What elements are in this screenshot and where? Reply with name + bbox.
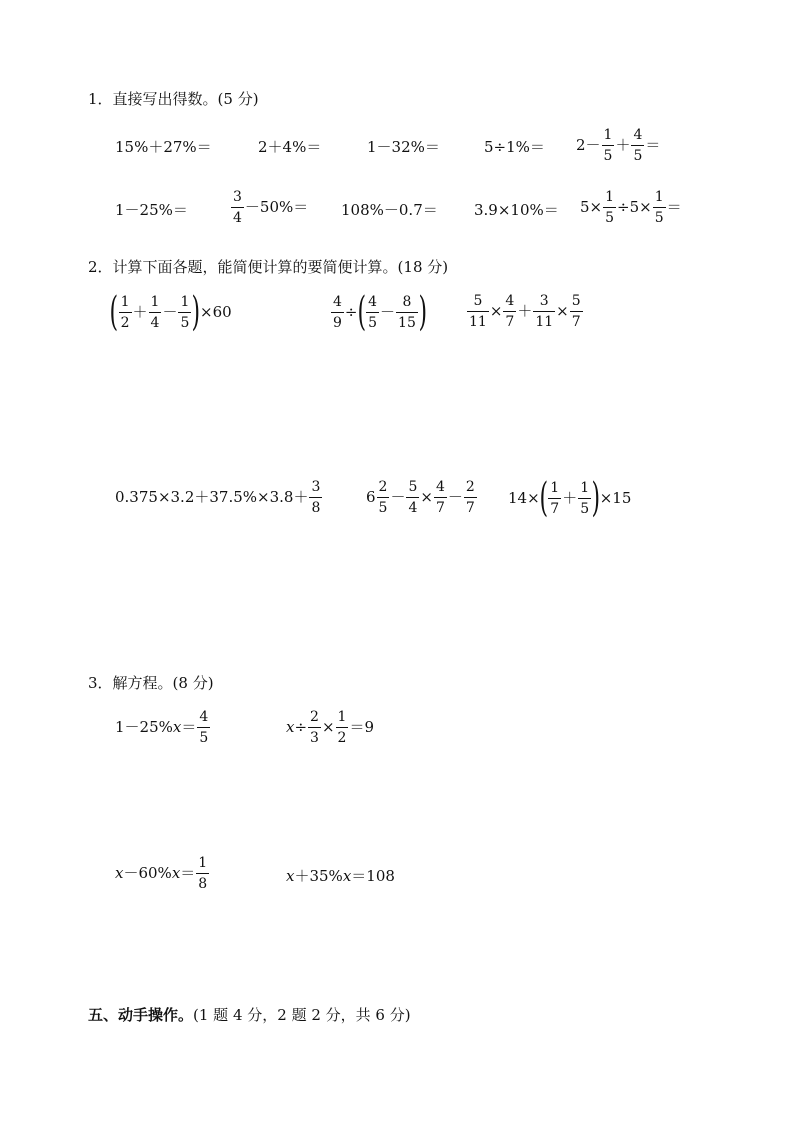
oral-calc-4: 5÷1%＝ [484,138,545,156]
fraction: $\frac{2}{5}$ [378,479,388,516]
calc-problem-2: $\frac{4}{9}$ ÷ ( $\frac{4}{5}$ － $\frac{8}{15}$ ) [333,289,427,335]
equation-2: x ÷ $\frac{2}{3}$ × $\frac{1}{2}$ ＝9 [286,709,375,746]
fraction: $\frac{4}{7}$ [435,479,445,516]
fraction: $\frac{1}{8}$ [198,855,208,892]
fraction: $\frac{2}{3}$ [310,709,319,746]
fraction: $\frac{1}{5}$ [180,293,190,331]
section2-heading: 2．计算下面各题，能简便计算的要简便计算。(18 分) [88,258,449,276]
fraction: $\frac{4}{5}$ [368,293,378,331]
fraction: $\frac{1}{7}$ [550,479,560,517]
oral-calc-7: $\frac{3}{4}$ －50%＝ [233,189,309,226]
fraction: $\frac{4}{7}$ [505,293,515,330]
fraction: $\frac{3}{11}$ [535,293,554,330]
fraction: $\frac{4}{5}$ [199,709,209,746]
fraction: $\frac{8}{15}$ [398,293,416,331]
section1-heading: 1．直接写出得数。(5 分) [88,90,259,108]
oral-calc-3: 1－32%＝ [367,138,440,156]
fraction: $\frac{5}{11}$ [469,293,487,330]
fraction: $\frac{4}{5}$ [633,127,643,164]
oral-calc-1: 15%＋27%＝ [115,138,212,156]
calc-problem-5: 6 $\frac{2}{5}$ － $\frac{5}{4}$ × $\frac{4}{7}$ － $\frac{2}{7}$ [366,479,475,516]
fraction: $\frac{2}{7}$ [465,479,475,516]
equation-4: x ＋35% x ＝108 [286,867,395,885]
fraction: $\frac{5}{7}$ [571,293,581,330]
oral-calc-5: 2－ $\frac{1}{5}$ ＋ $\frac{4}{5}$ ＝ [576,127,661,164]
oral-calc-8: 108%－0.7＝ [341,201,438,219]
equation-3: x －60% x ＝ $\frac{1}{8}$ [115,855,208,892]
section5-heading: 五、动手操作。(1 题 4 分，2 题 2 分，共 6 分) [88,1006,411,1024]
fraction: $\frac{3}{4}$ [233,189,242,226]
fraction: $\frac{1}{4}$ [150,293,160,331]
calc-problem-6: 14× ( $\frac{1}{7}$ ＋ $\frac{1}{5}$ ) ×15 [508,475,632,521]
calc-problem-3: $\frac{5}{11}$ × $\frac{4}{7}$ ＋ $\frac{3}{11}$ × $\frac{5}{7}$ [469,293,581,330]
section3-heading: 3．解方程。(8 分) [88,674,214,692]
fraction: $\frac{1}{2}$ [337,709,347,746]
oral-calc-10: 5× $\frac{1}{5}$ ÷5× $\frac{1}{5}$ ＝ [580,189,682,226]
fraction: $\frac{1}{5}$ [654,189,664,226]
calc-problem-1: ( $\frac{1}{2}$ ＋ $\frac{1}{4}$ － $\frac{1}{5}$ ) ×60 [109,289,232,335]
oral-calc-6: 1－25%＝ [115,201,188,219]
oral-calc-9: 3.9×10%＝ [474,201,559,219]
fraction: $\frac{1}{5}$ [603,127,613,164]
fraction: $\frac{3}{8}$ [311,479,321,516]
fraction: $\frac{5}{4}$ [408,479,418,516]
fraction: $\frac{4}{9}$ [333,293,342,331]
fraction: $\frac{1}{2}$ [120,293,130,331]
fraction: $\frac{1}{5}$ [580,479,590,517]
oral-calc-2: 2＋4%＝ [258,138,322,156]
calc-problem-4: 0.375×3.2＋37.5%×3.8＋ $\frac{3}{8}$ [115,479,321,516]
fraction: $\frac{1}{5}$ [605,189,615,226]
equation-1: 1－25% x ＝ $\frac{4}{5}$ [115,709,209,746]
